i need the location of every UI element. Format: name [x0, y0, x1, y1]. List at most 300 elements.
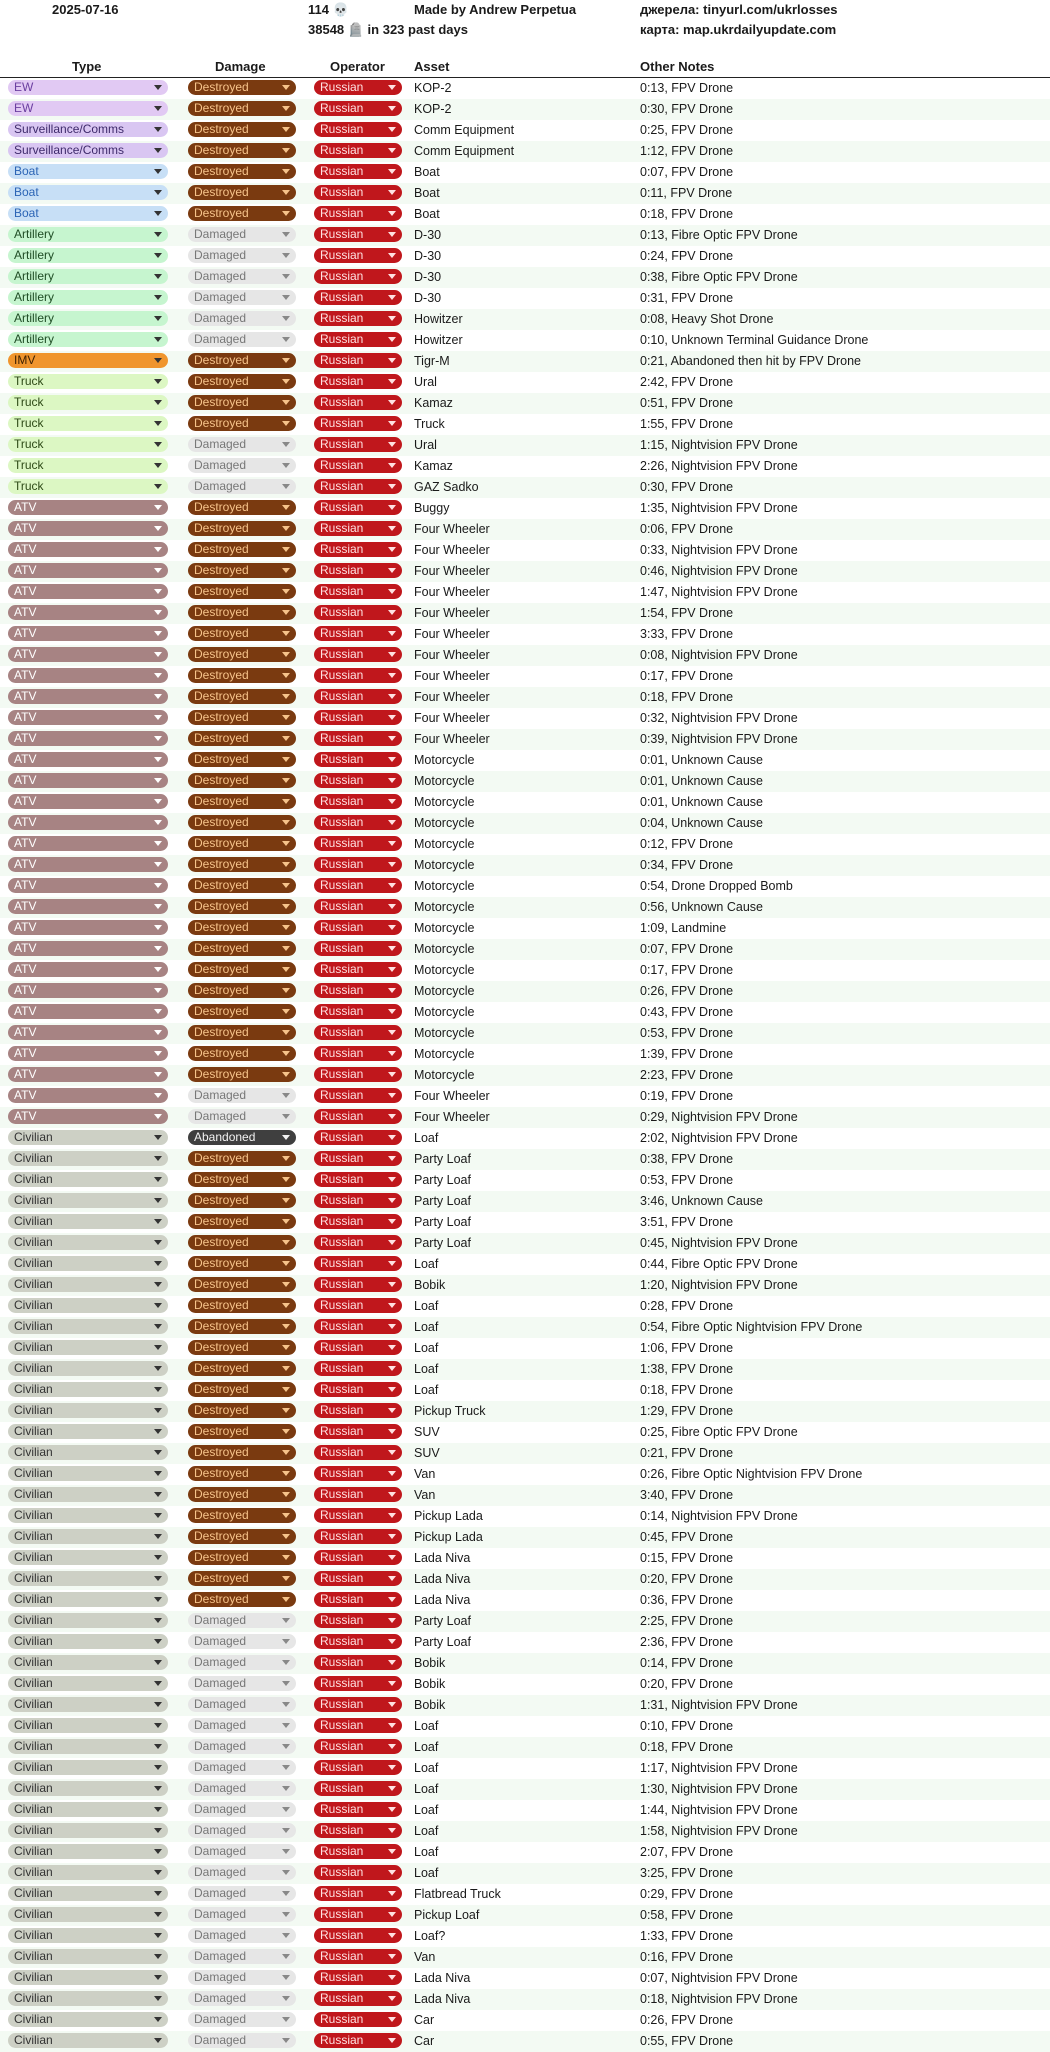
type-dropdown[interactable] [8, 668, 168, 683]
type-dropdown[interactable] [8, 80, 168, 95]
damage-dropdown-value: Damaged [194, 1088, 247, 1102]
type-dropdown[interactable] [8, 1592, 168, 1607]
type-dropdown[interactable] [8, 1382, 168, 1397]
damage-dropdown[interactable] [188, 521, 296, 536]
damage-dropdown[interactable] [188, 1697, 296, 1712]
damage-dropdown[interactable] [188, 1781, 296, 1796]
damage-dropdown[interactable] [188, 584, 296, 599]
operator-dropdown[interactable] [314, 542, 402, 557]
type-dropdown[interactable] [8, 962, 168, 977]
damage-dropdown[interactable] [188, 1613, 296, 1628]
damage-dropdown[interactable] [188, 1361, 296, 1376]
operator-dropdown[interactable] [314, 437, 402, 452]
type-dropdown[interactable] [8, 731, 168, 746]
operator-dropdown[interactable] [314, 1088, 402, 1103]
type-dropdown[interactable] [8, 563, 168, 578]
type-dropdown[interactable] [8, 1739, 168, 1754]
damage-dropdown[interactable] [188, 1991, 296, 2006]
damage-dropdown[interactable] [188, 983, 296, 998]
operator-dropdown[interactable] [314, 752, 402, 767]
operator-dropdown[interactable] [314, 1256, 402, 1271]
operator-dropdown[interactable] [314, 164, 402, 179]
damage-dropdown[interactable] [188, 668, 296, 683]
operator-dropdown[interactable] [314, 1907, 402, 1922]
damage-dropdown[interactable] [188, 731, 296, 746]
notes-cell: 3:25, FPV Drone [640, 1866, 734, 1880]
operator-dropdown[interactable] [314, 1760, 402, 1775]
operator-dropdown[interactable] [314, 1823, 402, 1838]
type-dropdown[interactable] [8, 878, 168, 893]
operator-dropdown[interactable] [314, 1319, 402, 1334]
type-dropdown[interactable] [8, 1445, 168, 1460]
operator-dropdown[interactable] [314, 962, 402, 977]
type-dropdown[interactable] [8, 101, 168, 116]
type-dropdown[interactable] [8, 1004, 168, 1019]
type-dropdown[interactable] [8, 1865, 168, 1880]
operator-dropdown[interactable] [314, 815, 402, 830]
operator-dropdown[interactable] [314, 878, 402, 893]
operator-dropdown[interactable] [314, 1508, 402, 1523]
damage-dropdown[interactable] [188, 1130, 296, 1145]
damage-dropdown[interactable] [188, 1823, 296, 1838]
type-dropdown[interactable] [8, 626, 168, 641]
damage-dropdown[interactable] [188, 542, 296, 557]
damage-dropdown[interactable] [188, 899, 296, 914]
type-dropdown[interactable] [8, 1697, 168, 1712]
type-dropdown[interactable] [8, 1634, 168, 1649]
damage-dropdown[interactable] [188, 80, 296, 95]
damage-dropdown[interactable] [188, 1739, 296, 1754]
type-dropdown[interactable] [8, 836, 168, 851]
chevron-down-icon [282, 799, 290, 804]
type-dropdown[interactable] [8, 1256, 168, 1271]
damage-dropdown[interactable] [188, 1487, 296, 1502]
operator-dropdown[interactable] [314, 1487, 402, 1502]
operator-dropdown[interactable] [314, 353, 402, 368]
type-dropdown[interactable] [8, 1844, 168, 1859]
damage-dropdown[interactable] [188, 836, 296, 851]
damage-dropdown[interactable] [188, 1046, 296, 1061]
damage-dropdown[interactable] [188, 794, 296, 809]
damage-dropdown[interactable] [188, 1256, 296, 1271]
type-dropdown[interactable] [8, 542, 168, 557]
operator-dropdown[interactable] [314, 1886, 402, 1901]
type-dropdown[interactable] [8, 1508, 168, 1523]
operator-dropdown[interactable] [314, 563, 402, 578]
damage-dropdown[interactable] [188, 752, 296, 767]
column-header-damage: Damage [215, 59, 266, 74]
type-dropdown[interactable] [8, 1340, 168, 1355]
operator-dropdown[interactable] [314, 1844, 402, 1859]
operator-dropdown[interactable] [314, 1592, 402, 1607]
damage-dropdown[interactable] [188, 773, 296, 788]
operator-dropdown[interactable] [314, 122, 402, 137]
damage-dropdown[interactable] [188, 941, 296, 956]
operator-dropdown[interactable] [314, 731, 402, 746]
type-dropdown[interactable] [8, 773, 168, 788]
damage-dropdown[interactable] [188, 143, 296, 158]
damage-dropdown[interactable] [188, 1004, 296, 1019]
operator-dropdown[interactable] [314, 668, 402, 683]
type-dropdown[interactable] [8, 1424, 168, 1439]
type-dropdown[interactable] [8, 479, 168, 494]
operator-dropdown[interactable] [314, 584, 402, 599]
damage-dropdown[interactable] [188, 1592, 296, 1607]
damage-dropdown[interactable] [188, 1109, 296, 1124]
type-dropdown[interactable] [8, 248, 168, 263]
chevron-down-icon [154, 1240, 162, 1245]
operator-dropdown[interactable] [314, 185, 402, 200]
type-dropdown[interactable] [8, 1172, 168, 1187]
type-dropdown[interactable] [8, 1046, 168, 1061]
operator-dropdown[interactable] [314, 1130, 402, 1145]
type-dropdown[interactable] [8, 752, 168, 767]
damage-dropdown[interactable] [188, 1949, 296, 1964]
chevron-down-icon [388, 337, 396, 342]
operator-dropdown[interactable] [314, 2033, 402, 2048]
operator-dropdown[interactable] [314, 710, 402, 725]
damage-dropdown[interactable] [188, 1067, 296, 1082]
type-dropdown[interactable] [8, 374, 168, 389]
type-dropdown[interactable] [8, 1886, 168, 1901]
column-header-type: Type [72, 59, 102, 74]
type-dropdown[interactable] [8, 1928, 168, 1943]
damage-dropdown[interactable] [188, 1382, 296, 1397]
operator-dropdown[interactable] [314, 395, 402, 410]
damage-dropdown[interactable] [188, 332, 296, 347]
type-dropdown[interactable] [8, 1991, 168, 2006]
operator-dropdown[interactable] [314, 206, 402, 221]
damage-dropdown[interactable] [188, 500, 296, 515]
type-dropdown[interactable] [8, 1571, 168, 1586]
type-dropdown[interactable] [8, 1676, 168, 1691]
operator-dropdown[interactable] [314, 857, 402, 872]
damage-dropdown[interactable] [188, 164, 296, 179]
type-dropdown[interactable] [8, 353, 168, 368]
operator-dropdown[interactable] [314, 1865, 402, 1880]
type-dropdown[interactable] [8, 1403, 168, 1418]
type-dropdown[interactable] [8, 920, 168, 935]
operator-dropdown[interactable] [314, 1466, 402, 1481]
type-dropdown[interactable] [8, 1361, 168, 1376]
operator-dropdown[interactable] [314, 332, 402, 347]
operator-dropdown[interactable] [314, 1424, 402, 1439]
damage-dropdown[interactable] [188, 710, 296, 725]
operator-dropdown[interactable] [314, 626, 402, 641]
damage-dropdown[interactable] [188, 920, 296, 935]
type-dropdown[interactable] [8, 311, 168, 326]
type-dropdown[interactable] [8, 1130, 168, 1145]
damage-dropdown[interactable] [188, 248, 296, 263]
type-dropdown[interactable] [8, 1718, 168, 1733]
operator-dropdown[interactable] [314, 1718, 402, 1733]
damage-dropdown[interactable] [188, 416, 296, 431]
map-link[interactable]: карта: map.ukrdailyupdate.com [640, 22, 837, 37]
damage-dropdown[interactable] [188, 479, 296, 494]
type-dropdown[interactable] [8, 269, 168, 284]
operator-dropdown[interactable] [314, 311, 402, 326]
damage-dropdown[interactable] [188, 1802, 296, 1817]
operator-dropdown[interactable] [314, 689, 402, 704]
operator-dropdown[interactable] [314, 1067, 402, 1082]
damage-dropdown[interactable] [188, 1298, 296, 1313]
type-dropdown[interactable] [8, 2033, 168, 2048]
type-dropdown[interactable] [8, 1949, 168, 1964]
chevron-down-icon [154, 337, 162, 342]
damage-dropdown[interactable] [188, 101, 296, 116]
type-dropdown[interactable] [8, 1781, 168, 1796]
type-dropdown[interactable] [8, 1487, 168, 1502]
notes-cell: 0:18, Nightvision FPV Drone [640, 1992, 798, 2006]
type-dropdown[interactable] [8, 500, 168, 515]
damage-dropdown[interactable] [188, 1403, 296, 1418]
damage-dropdown[interactable] [188, 647, 296, 662]
operator-dropdown[interactable] [314, 1382, 402, 1397]
chevron-down-icon [388, 988, 396, 993]
operator-dropdown[interactable] [314, 1802, 402, 1817]
operator-dropdown[interactable] [314, 605, 402, 620]
damage-dropdown[interactable] [188, 1928, 296, 1943]
operator-dropdown[interactable] [314, 374, 402, 389]
operator-dropdown[interactable] [314, 416, 402, 431]
damage-dropdown[interactable] [188, 1718, 296, 1733]
damage-dropdown[interactable] [188, 290, 296, 305]
damage-dropdown[interactable] [188, 962, 296, 977]
type-dropdown[interactable] [8, 458, 168, 473]
operator-dropdown[interactable] [314, 1235, 402, 1250]
type-dropdown[interactable] [8, 1802, 168, 1817]
notes-cell: 0:18, FPV Drone [640, 690, 734, 704]
damage-dropdown[interactable] [188, 353, 296, 368]
damage-dropdown[interactable] [188, 1655, 296, 1670]
operator-dropdown[interactable] [314, 647, 402, 662]
operator-dropdown[interactable] [314, 1214, 402, 1229]
damage-dropdown[interactable] [188, 1865, 296, 1880]
operator-dropdown[interactable] [314, 1970, 402, 1985]
operator-dropdown[interactable] [314, 227, 402, 242]
operator-dropdown[interactable] [314, 836, 402, 851]
damage-dropdown[interactable] [188, 227, 296, 242]
type-dropdown[interactable] [8, 206, 168, 221]
operator-dropdown[interactable] [314, 290, 402, 305]
damage-dropdown[interactable] [188, 1235, 296, 1250]
type-dropdown[interactable] [8, 1088, 168, 1103]
damage-dropdown[interactable] [188, 1445, 296, 1460]
damage-dropdown[interactable] [188, 1319, 296, 1334]
type-dropdown[interactable] [8, 395, 168, 410]
damage-dropdown[interactable] [188, 1886, 296, 1901]
operator-dropdown[interactable] [314, 1697, 402, 1712]
damage-dropdown[interactable] [188, 1550, 296, 1565]
operator-dropdown[interactable] [314, 773, 402, 788]
operator-dropdown[interactable] [314, 1781, 402, 1796]
type-dropdown[interactable] [8, 941, 168, 956]
type-dropdown[interactable] [8, 1067, 168, 1082]
type-dropdown[interactable] [8, 2012, 168, 2027]
operator-dropdown[interactable] [314, 1361, 402, 1376]
operator-dropdown[interactable] [314, 899, 402, 914]
operator-dropdown[interactable] [314, 1634, 402, 1649]
type-dropdown[interactable] [8, 983, 168, 998]
operator-dropdown[interactable] [314, 479, 402, 494]
operator-dropdown[interactable] [314, 1151, 402, 1166]
operator-dropdown[interactable] [314, 1676, 402, 1691]
damage-dropdown[interactable] [188, 1424, 296, 1439]
type-dropdown[interactable] [8, 815, 168, 830]
damage-dropdown[interactable] [188, 563, 296, 578]
type-dropdown[interactable] [8, 605, 168, 620]
type-dropdown[interactable] [8, 1529, 168, 1544]
damage-dropdown[interactable] [188, 395, 296, 410]
type-dropdown[interactable] [8, 1907, 168, 1922]
damage-dropdown[interactable] [188, 1676, 296, 1691]
operator-dropdown[interactable] [314, 101, 402, 116]
damage-dropdown[interactable] [188, 1277, 296, 1292]
operator-dropdown[interactable] [314, 1739, 402, 1754]
operator-dropdown[interactable] [314, 920, 402, 935]
damage-dropdown[interactable] [188, 1844, 296, 1859]
operator-dropdown[interactable] [314, 1340, 402, 1355]
operator-dropdown[interactable] [314, 1298, 402, 1313]
operator-dropdown[interactable] [314, 269, 402, 284]
type-dropdown[interactable] [8, 1193, 168, 1208]
damage-dropdown[interactable] [188, 1214, 296, 1229]
type-dropdown[interactable] [8, 1655, 168, 1670]
operator-dropdown[interactable] [314, 1655, 402, 1670]
type-dropdown[interactable] [8, 1319, 168, 1334]
type-dropdown[interactable] [8, 1466, 168, 1481]
operator-dropdown[interactable] [314, 248, 402, 263]
damage-dropdown[interactable] [188, 269, 296, 284]
damage-dropdown[interactable] [188, 626, 296, 641]
table-row [0, 351, 1050, 372]
operator-dropdown[interactable] [314, 1571, 402, 1586]
type-dropdown[interactable] [8, 899, 168, 914]
operator-dropdown[interactable] [314, 1172, 402, 1187]
damage-dropdown[interactable] [188, 1025, 296, 1040]
damage-dropdown[interactable] [188, 122, 296, 137]
damage-dropdown[interactable] [188, 1340, 296, 1355]
operator-dropdown[interactable] [314, 1613, 402, 1628]
operator-dropdown[interactable] [314, 1991, 402, 2006]
type-dropdown[interactable] [8, 1235, 168, 1250]
operator-dropdown[interactable] [314, 1277, 402, 1292]
operator-dropdown[interactable] [314, 1529, 402, 1544]
type-dropdown[interactable] [8, 1151, 168, 1166]
operator-dropdown[interactable] [314, 1949, 402, 1964]
type-dropdown[interactable] [8, 1298, 168, 1313]
type-dropdown[interactable] [8, 1109, 168, 1124]
operator-dropdown[interactable] [314, 1403, 402, 1418]
damage-dropdown[interactable] [188, 458, 296, 473]
damage-dropdown[interactable] [188, 1466, 296, 1481]
type-dropdown[interactable] [8, 227, 168, 242]
damage-dropdown[interactable] [188, 1571, 296, 1586]
damage-dropdown[interactable] [188, 185, 296, 200]
type-dropdown[interactable] [8, 164, 168, 179]
damage-dropdown[interactable] [188, 374, 296, 389]
notes-cell: 1:39, FPV Drone [640, 1047, 734, 1061]
damage-dropdown[interactable] [188, 1088, 296, 1103]
operator-dropdown[interactable] [314, 1550, 402, 1565]
chevron-down-icon [282, 1324, 290, 1329]
operator-dropdown[interactable] [314, 80, 402, 95]
chevron-down-icon [154, 1366, 162, 1371]
type-dropdown[interactable] [8, 143, 168, 158]
notes-cell: 0:12, FPV Drone [640, 837, 734, 851]
damage-dropdown[interactable] [188, 1172, 296, 1187]
damage-dropdown[interactable] [188, 2012, 296, 2027]
type-dropdown[interactable] [8, 416, 168, 431]
damage-dropdown[interactable] [188, 1193, 296, 1208]
damage-dropdown[interactable] [188, 878, 296, 893]
type-dropdown[interactable] [8, 1550, 168, 1565]
type-dropdown[interactable] [8, 689, 168, 704]
type-dropdown[interactable] [8, 1613, 168, 1628]
operator-dropdown[interactable] [314, 1025, 402, 1040]
type-dropdown[interactable] [8, 332, 168, 347]
damage-dropdown[interactable] [188, 1970, 296, 1985]
damage-dropdown[interactable] [188, 1634, 296, 1649]
damage-dropdown[interactable] [188, 206, 296, 221]
type-dropdown[interactable] [8, 437, 168, 452]
type-dropdown[interactable] [8, 647, 168, 662]
damage-dropdown[interactable] [188, 2033, 296, 2048]
damage-dropdown[interactable] [188, 1907, 296, 1922]
operator-dropdown[interactable] [314, 794, 402, 809]
damage-dropdown[interactable] [188, 815, 296, 830]
type-dropdown[interactable] [8, 794, 168, 809]
operator-dropdown[interactable] [314, 1004, 402, 1019]
operator-dropdown[interactable] [314, 983, 402, 998]
damage-dropdown[interactable] [188, 1760, 296, 1775]
damage-dropdown[interactable] [188, 1508, 296, 1523]
type-dropdown[interactable] [8, 1214, 168, 1229]
operator-dropdown[interactable] [314, 143, 402, 158]
type-dropdown[interactable] [8, 185, 168, 200]
type-dropdown[interactable] [8, 857, 168, 872]
sources-link[interactable]: джерела: tinyurl.com/ukrlosses [640, 2, 838, 17]
operator-dropdown[interactable] [314, 1046, 402, 1061]
operator-dropdown[interactable] [314, 941, 402, 956]
operator-dropdown[interactable] [314, 1193, 402, 1208]
damage-dropdown[interactable] [188, 311, 296, 326]
type-dropdown[interactable] [8, 584, 168, 599]
operator-dropdown[interactable] [314, 1928, 402, 1943]
damage-dropdown[interactable] [188, 1151, 296, 1166]
damage-dropdown[interactable] [188, 437, 296, 452]
operator-dropdown[interactable] [314, 1445, 402, 1460]
type-dropdown[interactable] [8, 290, 168, 305]
damage-dropdown[interactable] [188, 689, 296, 704]
type-dropdown[interactable] [8, 521, 168, 536]
operator-dropdown[interactable] [314, 458, 402, 473]
type-dropdown[interactable] [8, 1760, 168, 1775]
damage-dropdown[interactable] [188, 605, 296, 620]
type-dropdown[interactable] [8, 1025, 168, 1040]
type-dropdown[interactable] [8, 122, 168, 137]
type-dropdown[interactable] [8, 1970, 168, 1985]
type-dropdown[interactable] [8, 710, 168, 725]
operator-dropdown[interactable] [314, 1109, 402, 1124]
operator-dropdown[interactable] [314, 2012, 402, 2027]
type-dropdown[interactable] [8, 1823, 168, 1838]
operator-dropdown[interactable] [314, 500, 402, 515]
operator-dropdown[interactable] [314, 521, 402, 536]
type-dropdown[interactable] [8, 1277, 168, 1292]
damage-dropdown[interactable] [188, 857, 296, 872]
damage-dropdown[interactable] [188, 1529, 296, 1544]
